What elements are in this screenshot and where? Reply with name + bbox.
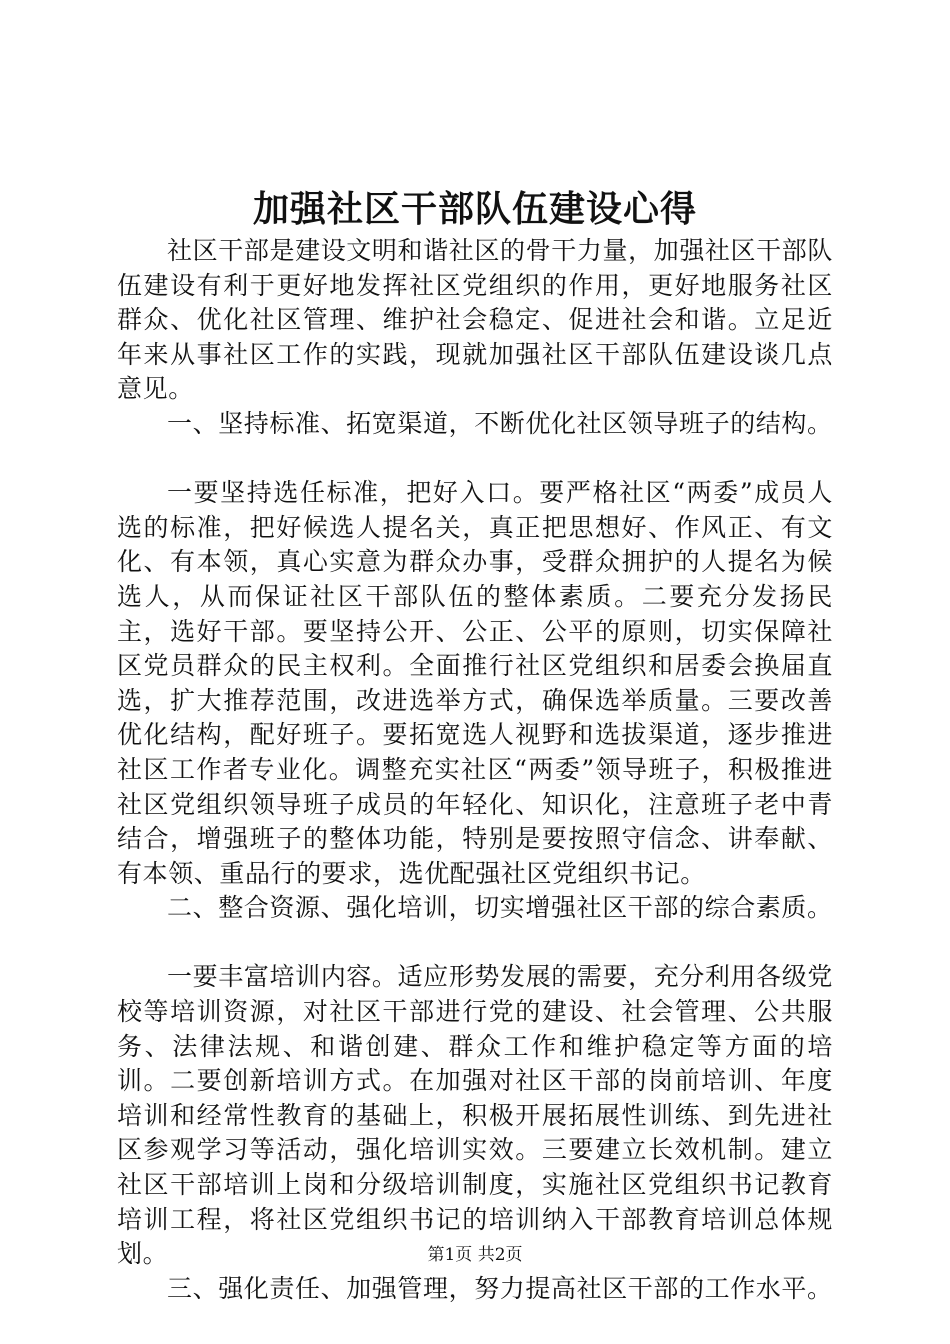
document-title: 加强社区干部队伍建设心得 <box>252 188 697 230</box>
section-2-paragraph: 一要丰富培训内容。适应形势发展的需要，充分利用各级党校等培训资源，对社区干部进行党的建设、社会管理、公共服务、法律法规、和谐创建、群众工作和维护稳定等方面的培训。二要创新培训方式。在加强对社区干部的岗前培训、年度培训和经常性教育的基础上，积极开展拓展性训练、到先进社区参观学习等活动，强化培训实效。三要建立长效机制。建立社区干部培训上岗和分级培训制度，实施社区党组织书记教育培训工程，将社区党组织书记的培训纳入干部教育培训总体规划。 <box>117 962 833 1269</box>
section-heading-2: 二、整合资源、强化培训，切实增强社区干部的综合素质。 <box>167 893 833 923</box>
document-body <box>117 234 833 1306</box>
page-number-footer: 第1页 共2页 <box>427 1245 523 1265</box>
intro-paragraph: 社区干部是建设文明和谐社区的骨干力量，加强社区干部队伍建设有利于更好地发挥社区党组织的作用，更好地服务社区群众、优化社区管理、维护社会稳定、促进社会和谐。立足近年来从事社区工作的实践，现就加强社区干部队伍建设谈几点意见。 <box>117 236 833 404</box>
section-1-paragraph: 一要坚持选任标准，把好入口。要严格社区“两委”成员人选的标准，把好候选人提名关，真正把思想好、作风正、有文化、有本领，真心实意为群众办事，受群众拥护的人提名为候选人，从而保证社区干部队伍的整体素质。二要充分发扬民主，选好干部。要坚持公开、公正、公平的原则，切实保障社区党员群众的民主权利。全面推行社区党组织和居委会换届直选，扩大推荐范围，改进选举方式，确保选举质量。三要改善优化结构，配好班子。要拓宽选人视野和选拔渠道，逐步推进社区工作者专业化。调整充实社区“两委”领导班子，积极推进社区党组织领导班子成员的年轻化、知识化，注意班子老中青结合，增强班子的整体功能，特别是要按照守信念、讲奉献、有本领、重品行的要求，选优配强社区党组织书记。 <box>117 478 833 888</box>
section-heading-1: 一、坚持标准、拓宽渠道，不断优化社区领导班子的结构。 <box>167 408 833 438</box>
section-heading-3: 三、强化责任、加强管理，努力提高社区干部的工作水平。 <box>167 1273 833 1303</box>
